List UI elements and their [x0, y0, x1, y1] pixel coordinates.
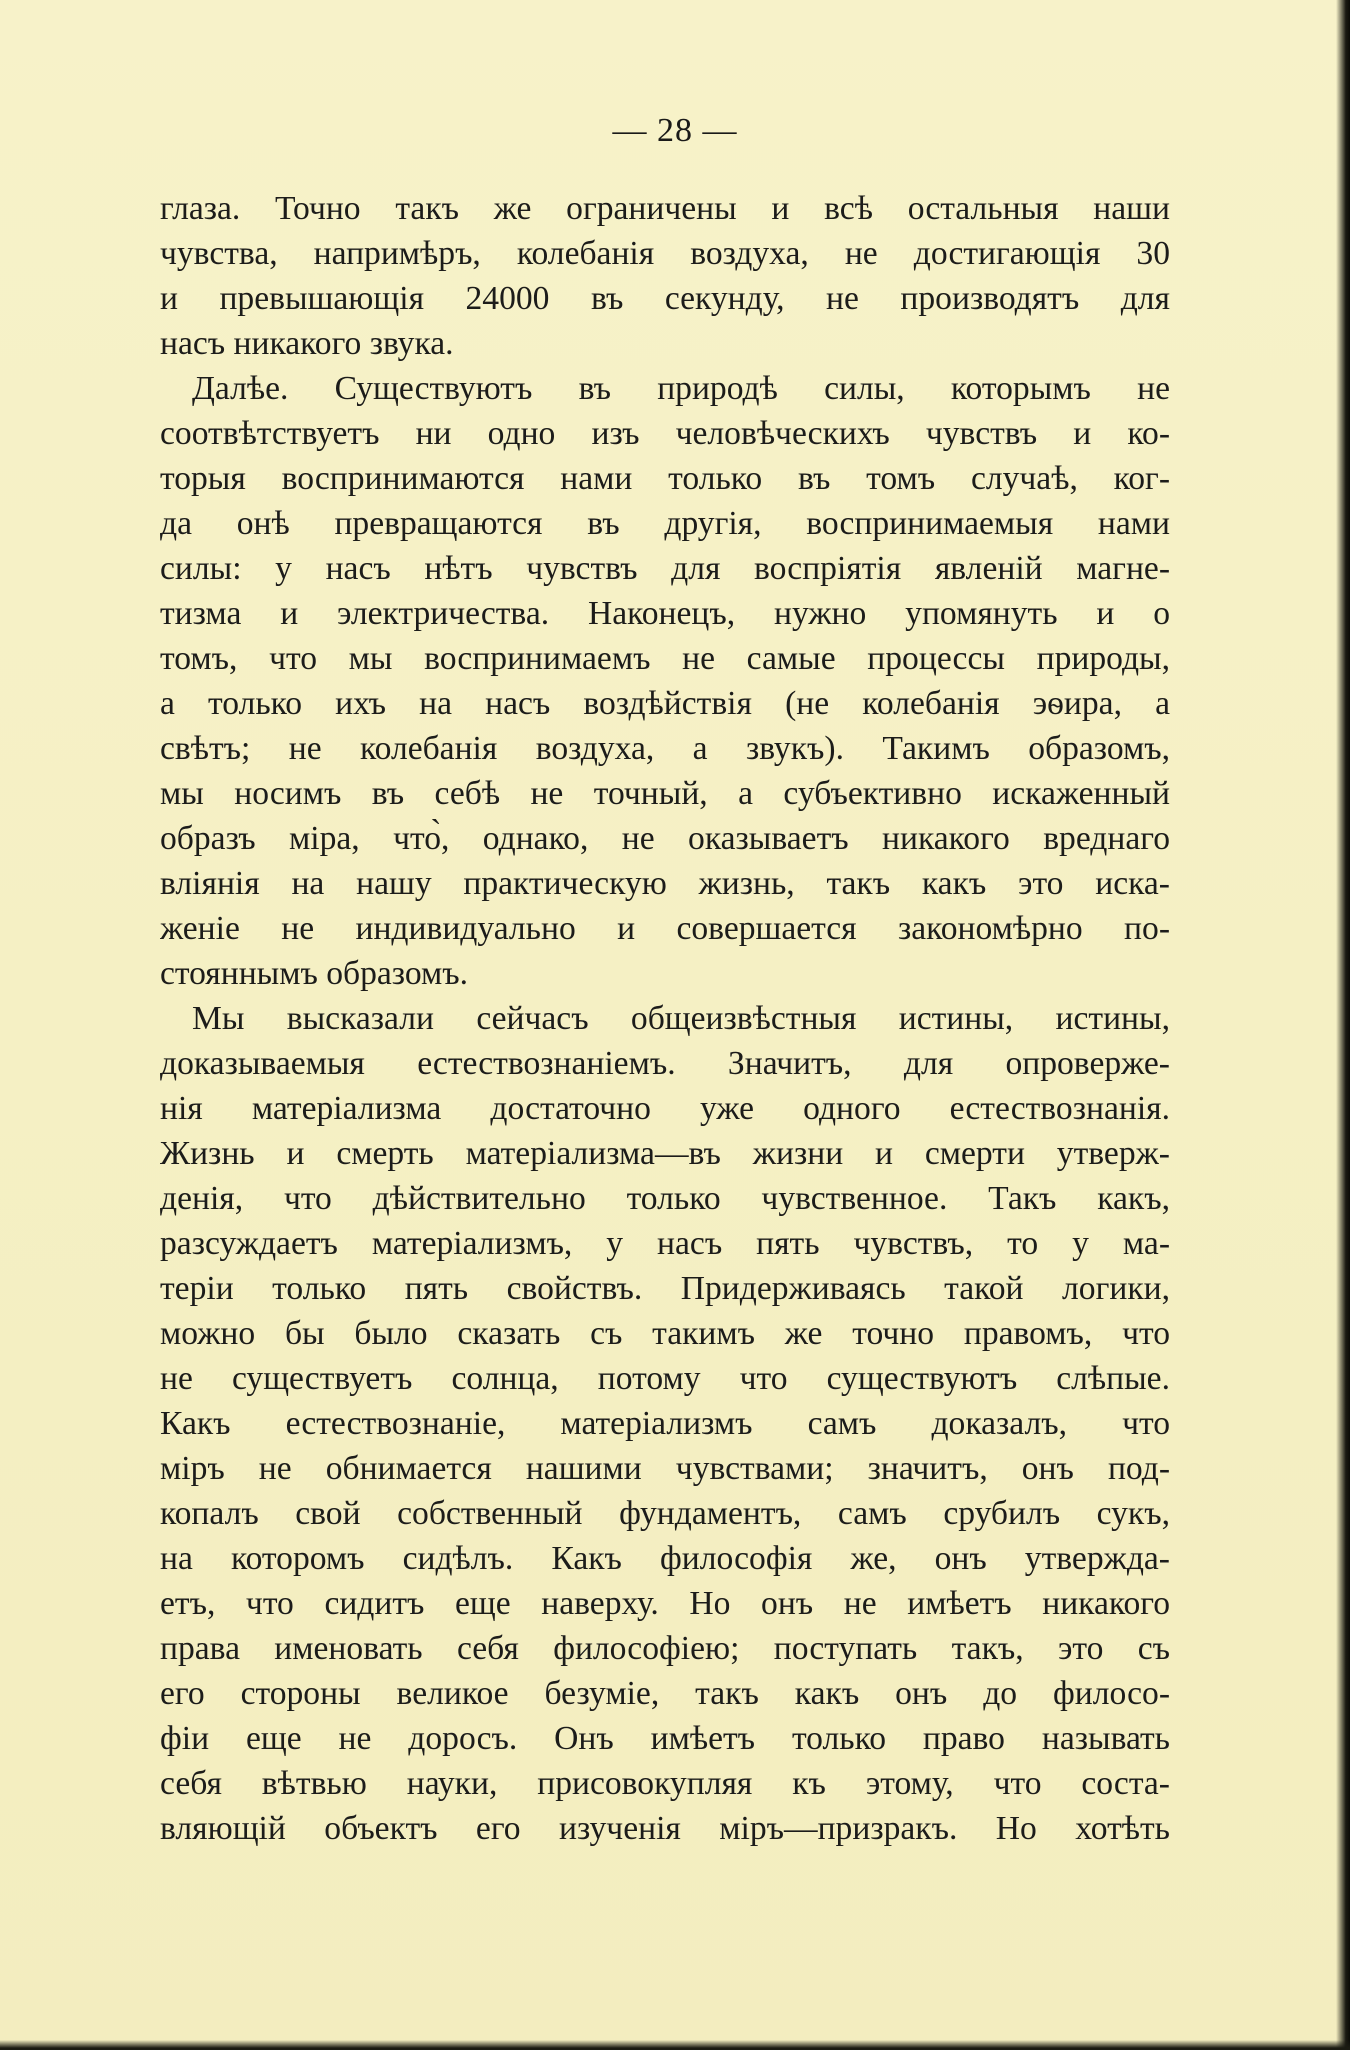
- text-line: Далѣе. Существуютъ въ природѣ силы, которымъ не: [192, 370, 1170, 407]
- text-line: насъ никакого звука.: [160, 325, 454, 362]
- page-text: [160, 186, 1170, 1851]
- text-line: фіи еще не доросъ. Онъ имѣетъ только право называть: [160, 1720, 1170, 1757]
- text-line: чувства, напримѣръ, колебанія воздуха, не достигающія 30: [160, 235, 1170, 272]
- page-edge-right: [1336, 0, 1350, 2050]
- text-line: мы носимъ въ себѣ не точный, а субъективно искаженный: [160, 775, 1170, 812]
- text-line: глаза. Точно такъ же ограничены и всѣ остальныя наши: [160, 190, 1170, 227]
- text-line: томъ, что мы воспринимаемъ не самые процессы природы,: [160, 640, 1170, 677]
- text-line: силы: у насъ нѣтъ чувствъ для воспріятія явленій магне-: [160, 550, 1170, 587]
- text-line: свѣтъ; не колебанія воздуха, а звукъ). Такимъ образомъ,: [160, 730, 1170, 767]
- text-line: етъ, что сидитъ еще наверху. Но онъ не имѣетъ никакого: [160, 1585, 1170, 1622]
- page-number: — 28 —: [612, 112, 738, 149]
- text-line: права именовать себя философіею; поступать такъ, это съ: [160, 1630, 1170, 1667]
- text-line: нія матеріализма достаточно уже одного естествознанія.: [160, 1090, 1170, 1127]
- text-line: себя вѣтвью науки, присовокупляя къ этому, что соста-: [160, 1765, 1170, 1802]
- text-line: а только ихъ на насъ воздѣйствія (не колебанія эѳира, а: [160, 685, 1170, 722]
- text-line: его стороны великое безуміе, такъ какъ онъ до филосо-: [160, 1675, 1170, 1712]
- text-line: и превышающія 24000 въ секунду, не производятъ для: [160, 280, 1170, 317]
- text-line: да онѣ превращаются въ другія, воспринимаемыя нами: [160, 505, 1170, 542]
- text-line: теріи только пять свойствъ. Придерживаясь такой логики,: [160, 1270, 1170, 1307]
- text-line: Какъ естествознаніе, матеріализмъ самъ доказалъ, что: [160, 1405, 1170, 1442]
- text-line: образъ міра, что̀, однако, не оказываетъ никакого вреднаго: [160, 820, 1170, 857]
- text-line: соотвѣтствуетъ ни одно изъ человѣческихъ чувствъ и ко-: [160, 415, 1170, 452]
- page-edge-bottom: [0, 2040, 1350, 2050]
- text-line: стояннымъ образомъ.: [160, 955, 469, 992]
- text-line: копалъ свой собственный фундаментъ, самъ срубилъ сукъ,: [160, 1495, 1170, 1532]
- text-line: можно бы было сказать съ такимъ же точно правомъ, что: [160, 1315, 1170, 1352]
- text-line: доказываемыя естествознаніемъ. Значитъ, для опроверже-: [160, 1045, 1170, 1082]
- text-line: торыя воспринимаются нами только въ томъ случаѣ, ког-: [160, 460, 1170, 497]
- text-line: Мы высказали сейчасъ общеизвѣстныя истины, истины,: [192, 1000, 1170, 1037]
- text-line: на которомъ сидѣлъ. Какъ философія же, онъ утвержда-: [160, 1540, 1170, 1577]
- text-line: тизма и электричества. Наконецъ, нужно упомянуть и о: [160, 595, 1170, 632]
- text-line: женіе не индивидуально и совершается закономѣрно по-: [160, 910, 1170, 947]
- text-line: міръ не обнимается нашими чувствами; значитъ, онъ под-: [160, 1450, 1170, 1487]
- text-line: вліянія на нашу практическую жизнь, такъ какъ это иска-: [160, 865, 1170, 902]
- text-line: не существуетъ солнца, потому что существуютъ слѣпые.: [160, 1360, 1170, 1397]
- text-line: разсуждаетъ матеріализмъ, у насъ пять чувствъ, то у ма-: [160, 1225, 1170, 1262]
- text-line: Жизнь и смерть матеріализма—въ жизни и смерти утверж-: [160, 1135, 1170, 1172]
- text-line: денія, что дѣйствительно только чувственное. Такъ какъ,: [160, 1180, 1170, 1217]
- text-line: вляющій объектъ его изученія міръ—призракъ. Но хотѣть: [160, 1810, 1170, 1847]
